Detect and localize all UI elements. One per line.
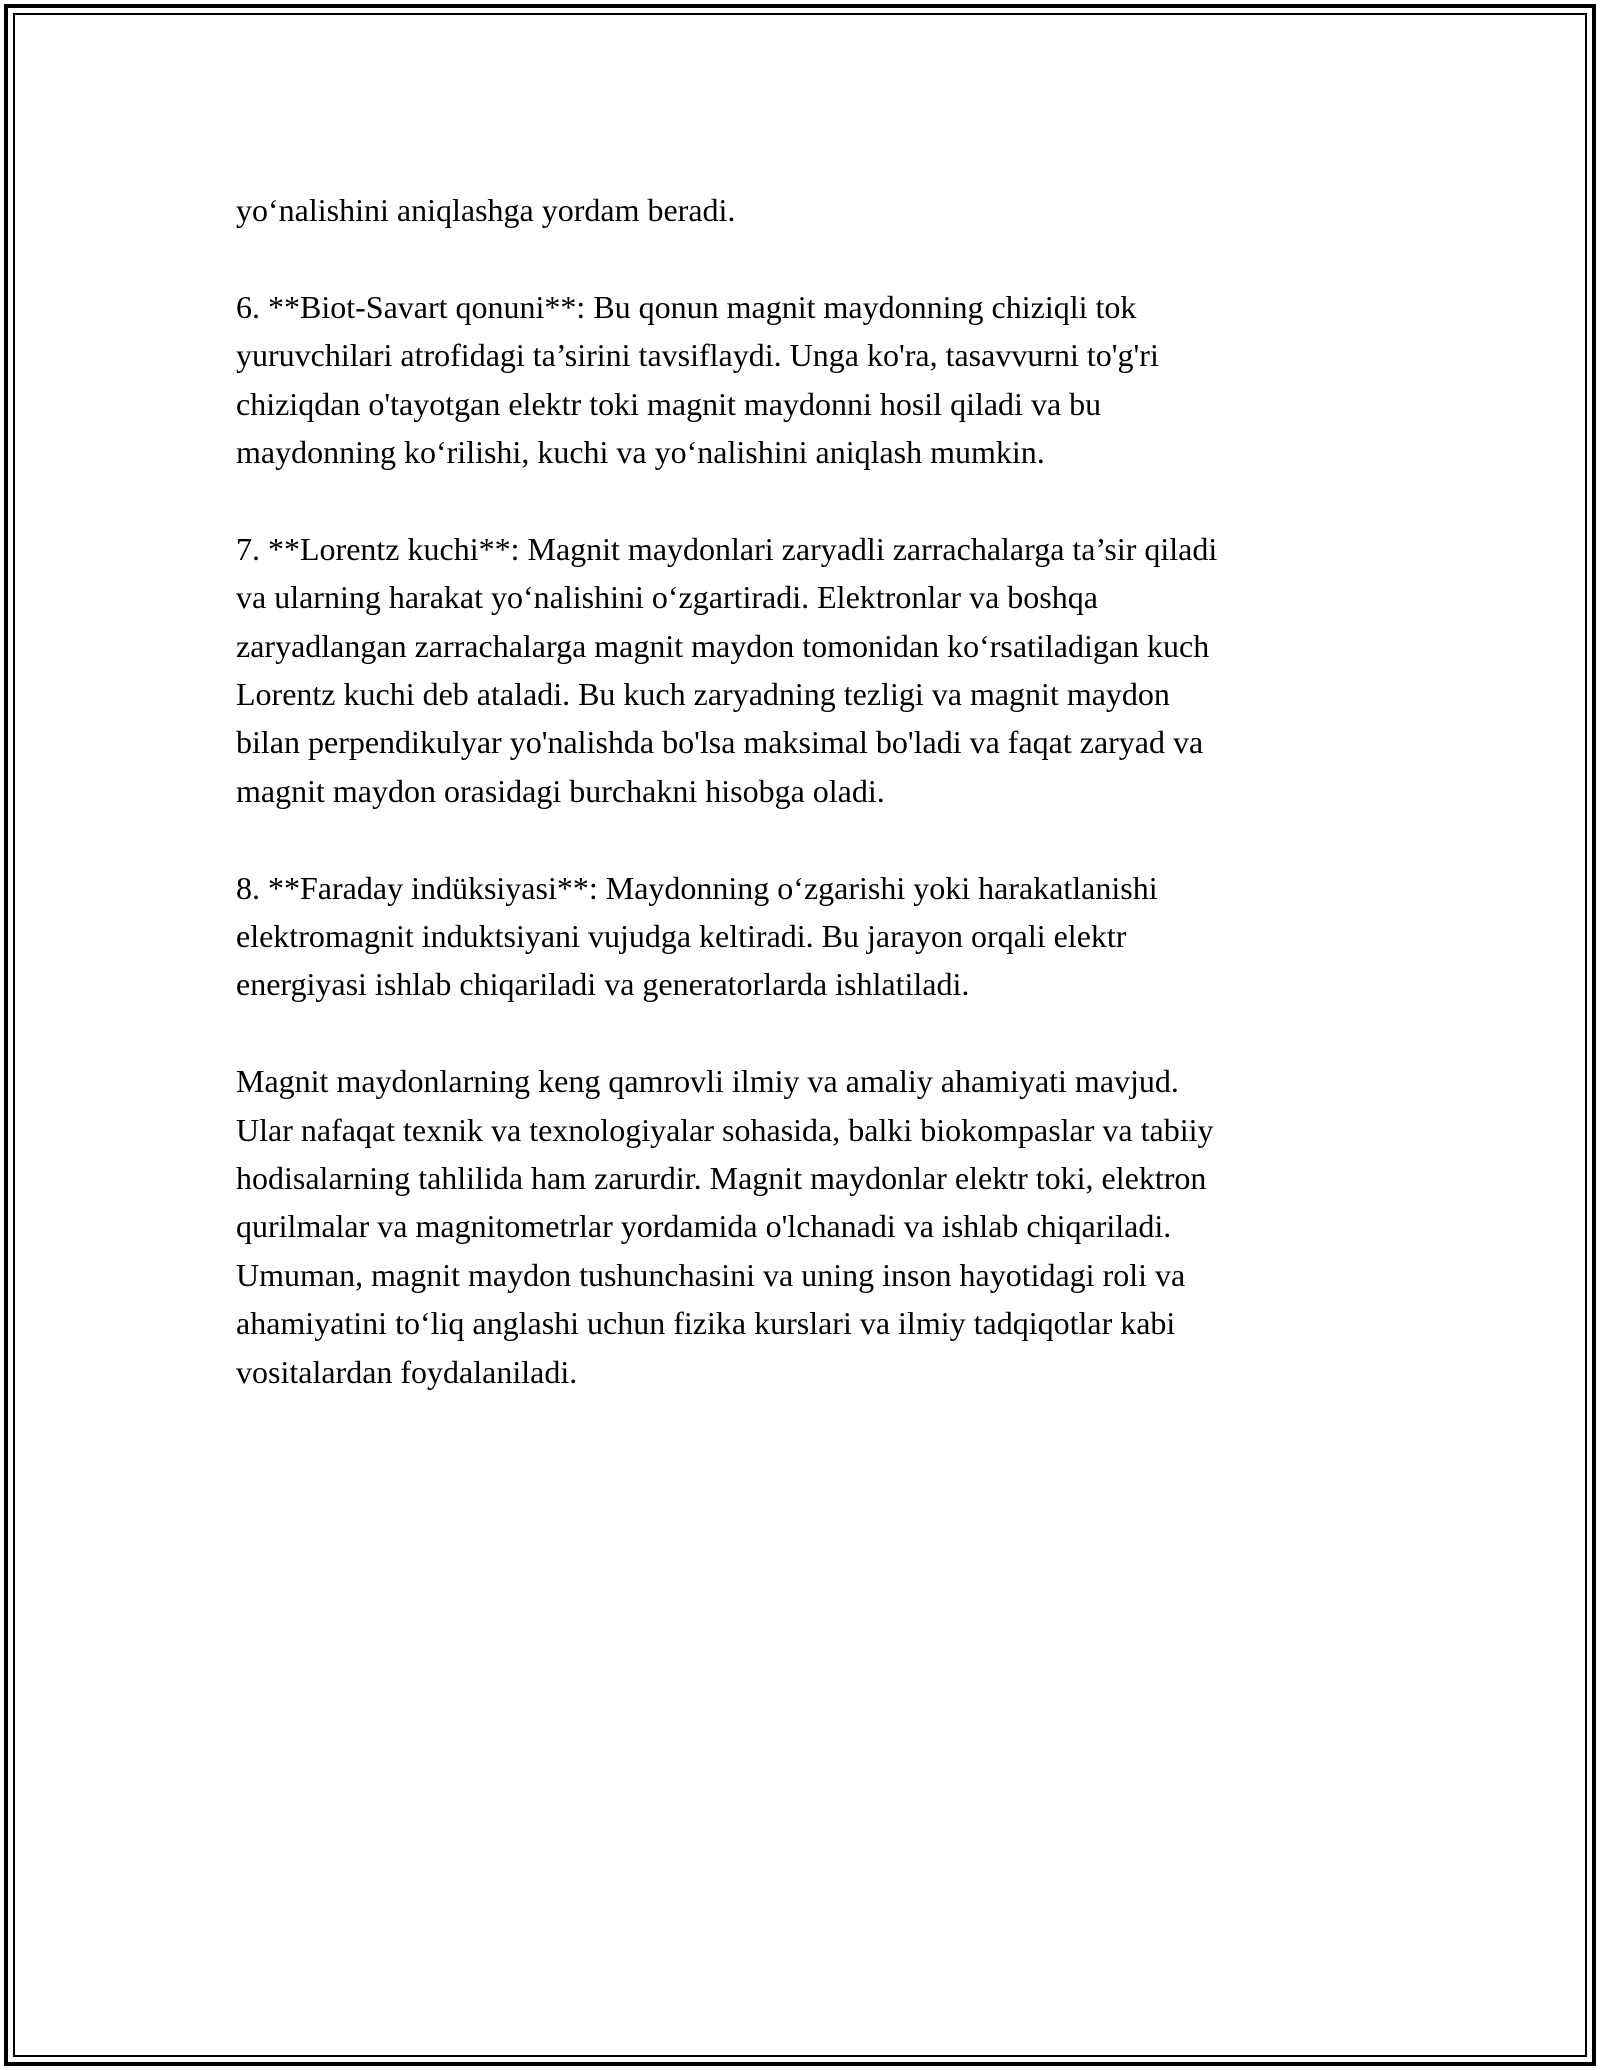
document-body bbox=[236, 186, 1386, 1444]
paragraph-faraday-induction: 8. **Faraday indüksiyasi**: Maydonning o‘zgarishi yoki harakatlanishi elektromagnit induktsiyani vujudga keltiradi. Bu jarayon orqali elektr energiyasi ishlab chiqariladi va generatorlarda ishlatiladi. bbox=[236, 869, 1158, 1003]
paragraph-biot-savart: 6. **Biot-Savart qonuni**: Bu qonun magnit maydonning chiziqli tok yuruvchilari atrofidagi ta’sirini tavsiflaydi. Unga ko'ra, tasavvurni to'g'ri chiziqdan o'tayotgan elektr toki magnit maydonni hosil qiladi va bu maydonning ko‘rilishi, kuchi va yo‘nalishini aniqlash mumkin. bbox=[236, 288, 1159, 471]
paragraph-conclusion: Magnit maydonlarning keng qamrovli ilmiy va amaliy ahamiyati mavjud. Ular nafaqat texnik va texnologiyalar sohasida, balki biokompaslar va tabiiy hodisalarning tahlilida ham zarurdir. Magnit maydonlar elektr toki, elektron qurilmalar va magnitometrlar yordamida o'lchanadi va ishlab chiqariladi. Umuman, magnit maydon tushunchasini va uning inson hayotidagi roli va ahamiyatini to‘liq anglashi uchun fizika kurslari va ilmiy tadqiqotlar kabi vositalardan foydalaniladi. bbox=[236, 1063, 1214, 1390]
paragraph-lorentz-force: 7. **Lorentz kuchi**: Magnit maydonlari zaryadli zarrachalarga ta’sir qiladi va ularning harakat yo‘nalishini o‘zgartiradi. Elektronlar va boshqa zaryadlangan zarrachalarga magnit maydon tomonidan ko‘rsatiladigan kuch Lorentz kuchi deb ataladi. Bu kuch zaryadning tezligi va magnit maydon bilan perpendikulyar yo'nalishda bo'lsa maksimal bo'ladi va faqat zaryad va magnit maydon orasidagi burchakni hisobga oladi. bbox=[236, 530, 1218, 809]
paragraph-continuation: yo‘nalishini aniqlashga yordam beradi. bbox=[236, 192, 736, 228]
